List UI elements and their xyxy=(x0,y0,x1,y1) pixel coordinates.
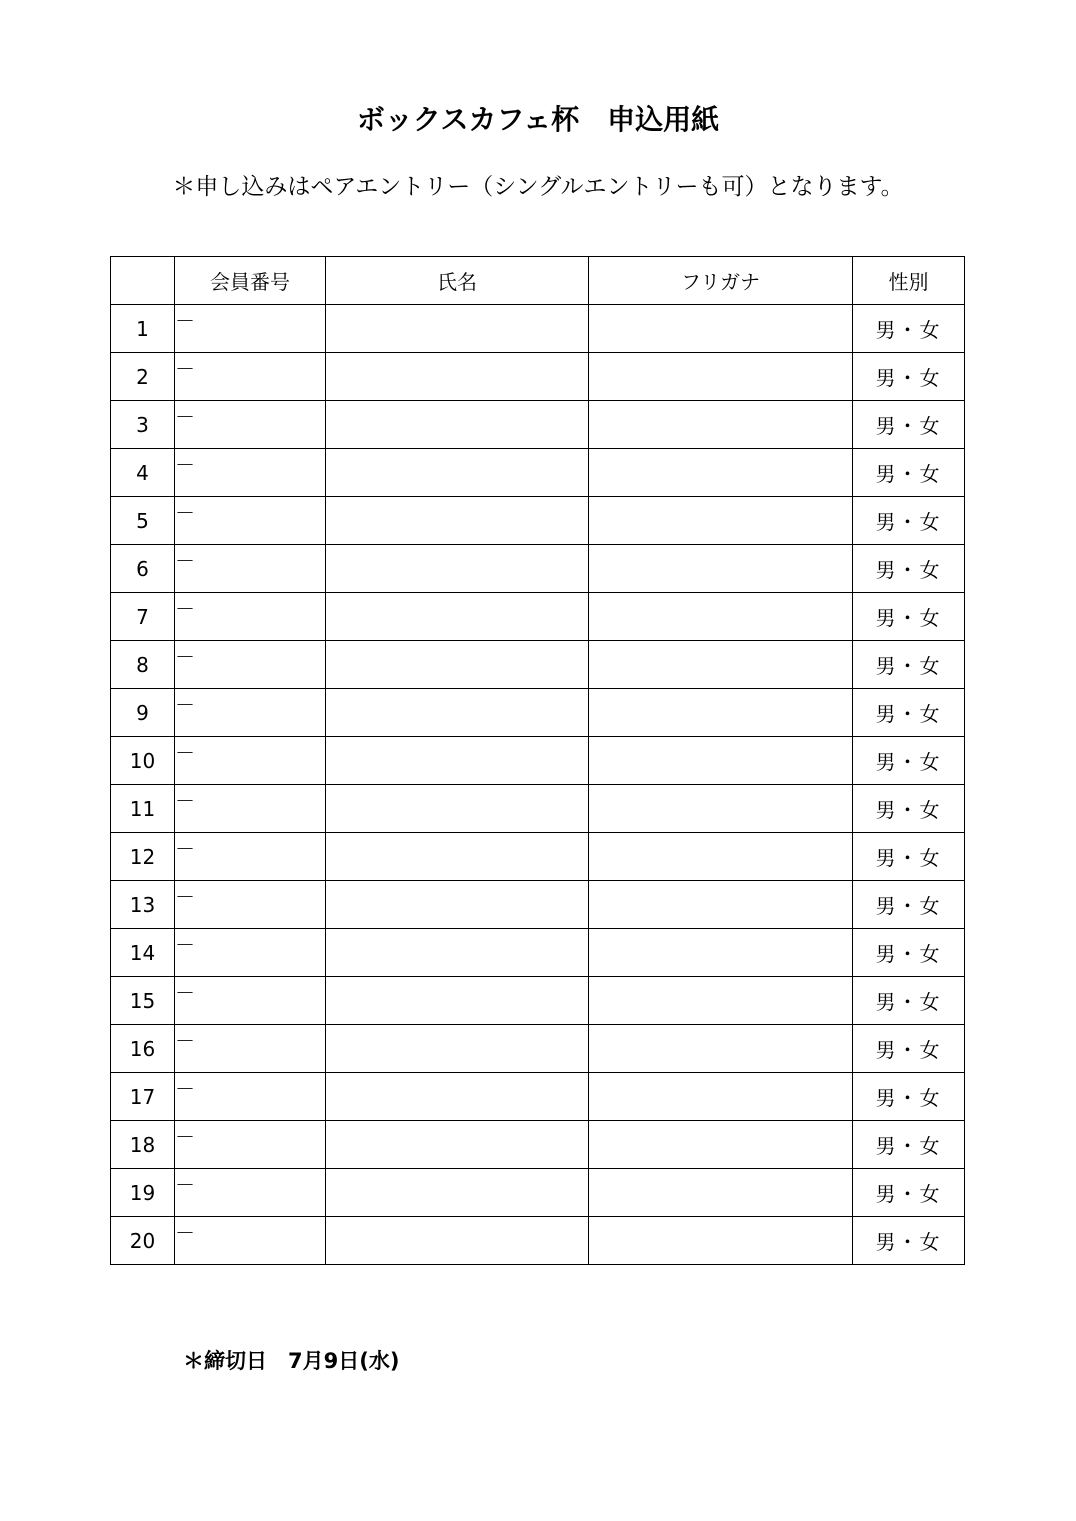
table-row xyxy=(111,545,965,593)
member-number-field[interactable]: － xyxy=(175,977,326,1025)
row-number: 18 xyxy=(111,1121,175,1169)
entry-note: ＊申し込みはペアエントリー（シングルエントリーも可）となります。 xyxy=(172,174,904,200)
furigana-field[interactable] xyxy=(589,449,853,497)
gender-choice[interactable]: 男・女 xyxy=(853,1121,965,1169)
gender-choice[interactable]: 男・女 xyxy=(853,1025,965,1073)
furigana-field[interactable] xyxy=(589,689,853,737)
table-row xyxy=(111,785,965,833)
furigana-field[interactable] xyxy=(589,545,853,593)
member-number-field[interactable]: － xyxy=(175,689,326,737)
row-number: 3 xyxy=(111,401,175,449)
row-number: 12 xyxy=(111,833,175,881)
gender-choice[interactable]: 男・女 xyxy=(853,785,965,833)
row-number: 10 xyxy=(111,737,175,785)
name-field[interactable] xyxy=(326,449,589,497)
table-row xyxy=(111,1169,965,1217)
row-number: 1 xyxy=(111,305,175,353)
furigana-field[interactable] xyxy=(589,737,853,785)
furigana-field[interactable] xyxy=(589,785,853,833)
gender-choice[interactable]: 男・女 xyxy=(853,497,965,545)
name-field[interactable] xyxy=(326,737,589,785)
furigana-field[interactable] xyxy=(589,1025,853,1073)
gender-choice[interactable]: 男・女 xyxy=(853,1217,965,1265)
row-number: 4 xyxy=(111,449,175,497)
furigana-field[interactable] xyxy=(589,1121,853,1169)
table-row xyxy=(111,593,965,641)
deadline-text: ＊締切日 7月9日(水) xyxy=(183,1349,400,1373)
name-field[interactable] xyxy=(326,833,589,881)
table-row xyxy=(111,737,965,785)
table-row xyxy=(111,1073,965,1121)
name-field[interactable] xyxy=(326,689,589,737)
member-number-field[interactable]: － xyxy=(175,833,326,881)
member-number-field[interactable]: － xyxy=(175,881,326,929)
gender-choice[interactable]: 男・女 xyxy=(853,641,965,689)
gender-choice[interactable]: 男・女 xyxy=(853,353,965,401)
name-field[interactable] xyxy=(326,497,589,545)
name-field[interactable] xyxy=(326,785,589,833)
table-row xyxy=(111,401,965,449)
member-number-field[interactable]: － xyxy=(175,305,326,353)
furigana-field[interactable] xyxy=(589,641,853,689)
header-member-number: 会員番号 xyxy=(175,257,326,305)
table-body xyxy=(111,305,965,1265)
table-row xyxy=(111,449,965,497)
table-row xyxy=(111,689,965,737)
table-row xyxy=(111,497,965,545)
row-number: 9 xyxy=(111,689,175,737)
table-row xyxy=(111,641,965,689)
entry-table xyxy=(110,256,965,1265)
table-row xyxy=(111,833,965,881)
row-number: 20 xyxy=(111,1217,175,1265)
name-field[interactable] xyxy=(326,1073,589,1121)
row-number: 16 xyxy=(111,1025,175,1073)
member-number-field[interactable]: － xyxy=(175,1169,326,1217)
furigana-field[interactable] xyxy=(589,593,853,641)
furigana-field[interactable] xyxy=(589,497,853,545)
member-number-field[interactable]: － xyxy=(175,1217,326,1265)
member-number-field[interactable]: － xyxy=(175,449,326,497)
name-field[interactable] xyxy=(326,1217,589,1265)
furigana-field[interactable] xyxy=(589,929,853,977)
table-row xyxy=(111,305,965,353)
name-field[interactable] xyxy=(326,401,589,449)
furigana-field[interactable] xyxy=(589,1169,853,1217)
furigana-field[interactable] xyxy=(589,977,853,1025)
name-field[interactable] xyxy=(326,545,589,593)
gender-choice[interactable]: 男・女 xyxy=(853,737,965,785)
header-no xyxy=(111,257,175,305)
row-number: 8 xyxy=(111,641,175,689)
name-field[interactable] xyxy=(326,1121,589,1169)
member-number-field[interactable]: － xyxy=(175,401,326,449)
table-header-row xyxy=(111,257,965,305)
member-number-field[interactable]: － xyxy=(175,785,326,833)
member-number-field[interactable]: － xyxy=(175,737,326,785)
member-number-field[interactable]: － xyxy=(175,1073,326,1121)
gender-choice[interactable]: 男・女 xyxy=(853,929,965,977)
gender-choice[interactable]: 男・女 xyxy=(853,977,965,1025)
gender-choice[interactable]: 男・女 xyxy=(853,833,965,881)
gender-choice[interactable]: 男・女 xyxy=(853,689,965,737)
member-number-field[interactable]: － xyxy=(175,1025,326,1073)
row-number: 19 xyxy=(111,1169,175,1217)
header-furigana: フリガナ xyxy=(589,257,853,305)
row-number: 5 xyxy=(111,497,175,545)
row-number: 17 xyxy=(111,1073,175,1121)
table-row xyxy=(111,929,965,977)
furigana-field[interactable] xyxy=(589,353,853,401)
page-title: ボックスカフェ杯 申込用紙 xyxy=(356,103,720,136)
name-field[interactable] xyxy=(326,641,589,689)
gender-choice[interactable]: 男・女 xyxy=(853,305,965,353)
member-number-field[interactable]: － xyxy=(175,497,326,545)
table-row xyxy=(111,1025,965,1073)
row-number: 13 xyxy=(111,881,175,929)
member-number-field[interactable]: － xyxy=(175,593,326,641)
member-number-field[interactable]: － xyxy=(175,353,326,401)
row-number: 7 xyxy=(111,593,175,641)
gender-choice[interactable]: 男・女 xyxy=(853,881,965,929)
name-field[interactable] xyxy=(326,929,589,977)
row-number: 15 xyxy=(111,977,175,1025)
name-field[interactable] xyxy=(326,977,589,1025)
header-name: 氏名 xyxy=(326,257,589,305)
furigana-field[interactable] xyxy=(589,305,853,353)
row-number: 2 xyxy=(111,353,175,401)
gender-choice[interactable]: 男・女 xyxy=(853,1073,965,1121)
gender-choice[interactable]: 男・女 xyxy=(853,593,965,641)
table-row xyxy=(111,1217,965,1265)
furigana-field[interactable] xyxy=(589,401,853,449)
furigana-field[interactable] xyxy=(589,1073,853,1121)
row-number: 6 xyxy=(111,545,175,593)
gender-choice[interactable]: 男・女 xyxy=(853,449,965,497)
table-row xyxy=(111,353,965,401)
member-number-field[interactable]: － xyxy=(175,545,326,593)
name-field[interactable] xyxy=(326,1169,589,1217)
furigana-field[interactable] xyxy=(589,881,853,929)
header-gender: 性別 xyxy=(853,257,965,305)
member-number-field[interactable]: － xyxy=(175,1121,326,1169)
row-number: 11 xyxy=(111,785,175,833)
name-field[interactable] xyxy=(326,353,589,401)
gender-choice[interactable]: 男・女 xyxy=(853,401,965,449)
member-number-field[interactable]: － xyxy=(175,641,326,689)
name-field[interactable] xyxy=(326,593,589,641)
table-row xyxy=(111,1121,965,1169)
furigana-field[interactable] xyxy=(589,833,853,881)
table-row xyxy=(111,881,965,929)
furigana-field[interactable] xyxy=(589,1217,853,1265)
table-row xyxy=(111,977,965,1025)
gender-choice[interactable]: 男・女 xyxy=(853,545,965,593)
name-field[interactable] xyxy=(326,881,589,929)
row-number: 14 xyxy=(111,929,175,977)
name-field[interactable] xyxy=(326,305,589,353)
gender-choice[interactable]: 男・女 xyxy=(853,1169,965,1217)
name-field[interactable] xyxy=(326,1025,589,1073)
member-number-field[interactable]: － xyxy=(175,929,326,977)
